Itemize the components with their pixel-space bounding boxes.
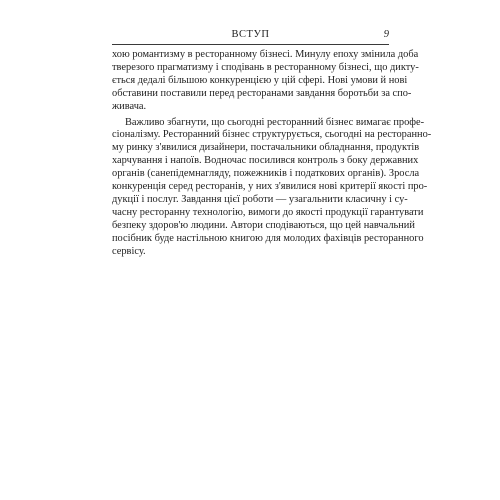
running-head bbox=[112, 28, 389, 42]
page-number: 9 bbox=[383, 29, 389, 40]
text-line: обставини поставили перед ресторанами завдання боротьби за спо- bbox=[112, 87, 412, 99]
paragraph-1 bbox=[112, 49, 419, 114]
text-line: посібник буде настільною книгою для молодих фахівців ресторанного bbox=[112, 232, 424, 244]
text-line: сіоналізму. Ресторанний бізнес структурується, сьогодні на ресторанно- bbox=[112, 129, 432, 141]
text-line: харчування і напоїв. Водночас посилився контроль з боку державних bbox=[112, 155, 419, 167]
text-line: тверезого прагматизму і сподівань в ресторанному бізнесі, що дикту- bbox=[112, 61, 419, 73]
text-line: часну ресторанну технологію, вимоги до якості продукції гарантувати bbox=[112, 206, 424, 218]
text-line: конкуренція серед ресторанів, у них з'явилися нові критерії якості про- bbox=[112, 181, 428, 193]
running-title: ВСТУП bbox=[231, 29, 270, 40]
text-line: дукції і послуг. Завдання цієї роботи — узагальнити класичну і су- bbox=[112, 193, 408, 205]
text-line: Важливо збагнути, що сьогодні ресторанний бізнес вимагає профе- bbox=[125, 116, 425, 128]
paragraph-2 bbox=[112, 116, 432, 259]
header-rule bbox=[112, 44, 389, 45]
text-line: хою романтизму в ресторанному бізнесі. Минулу епоху змінила доба bbox=[112, 49, 419, 60]
text-line: сервісу. bbox=[112, 245, 146, 257]
text-line: му ринку з'явилися дизайнери, постачальники обладнання, продуктів bbox=[112, 142, 420, 154]
text-line: безпеку здоров'ю людини. Автори сподіваються, що цей навчальний bbox=[112, 219, 415, 231]
text-line: живача. bbox=[112, 100, 147, 112]
text-line: ється дедалі більшою конкуренцією у цій сфері. Нові умови й нові bbox=[112, 74, 408, 86]
body-text bbox=[112, 49, 432, 259]
text-line: органів (санепідемнагляду, пожежників і податкових органів). Зросла bbox=[112, 168, 420, 180]
